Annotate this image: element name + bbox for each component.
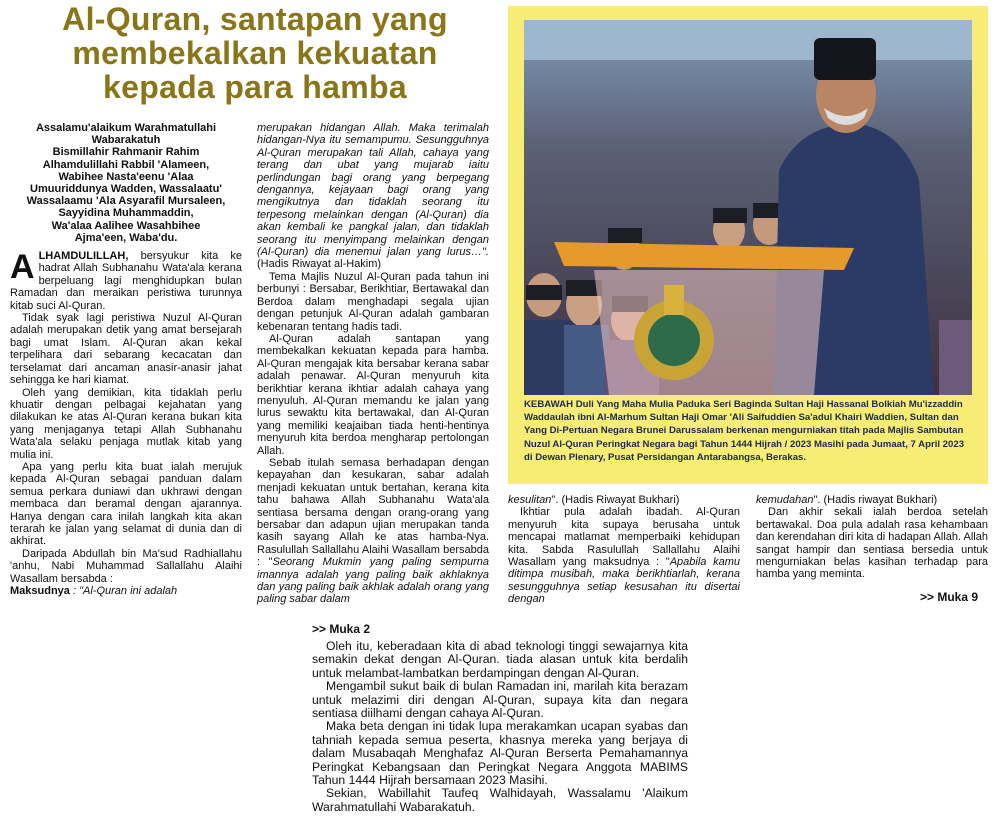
lead-text: bersyukur kita ke hadrat Allah Subhanahu Wata'ala kerana berpeluang lagi menghidupkan bulan Ramadan dan meraikan peristiwa turunnya kitab suci Al-Quran. [10,250,242,312]
drop-cap: A [10,248,35,287]
photo-illustration [524,20,972,395]
paragraph [10,585,242,597]
paragraph: Daripada Abdullah bin Ma'sud Radhiallahu 'anhu, Nabi Muhammad Sallallahu Alaihi Wasallam bersabda : [10,547,242,585]
paragraph [756,494,988,506]
lead-paragraph [10,250,242,312]
salam-line: Umuuriddunya Wadden, Wassalaatu' [30,183,222,196]
paragraph: Maka beta dengan ini tidak lupa merakamkan ucapan syabas dan tahniah kepada semua peserta, khasnya mereka yang berjaya di dalam Musabaqah Menghafaz Al-Quran Berserta Pemahamannya Peringkat Kebangsaan dan Peringkat Negara Anggota MABIMS Tahun 1444 Hijrah bersamaan 2023 Masihi. [312,719,688,788]
salam-line: Ajma'een, Waba'du. [74,231,178,244]
paragraph: Al-Quran adalah santapan yang membekalkan kekuatan kepada para hamba. Al-Quran mengajak kita bersabar kerana sabar adalah penawar. Al-Quran menyuruh kita berikhtiar kerana ikhtiar adalah cahaya yang menyuluh. Al-Quran memandu ke jalan yang lurus sewaktu kita bertawakal, dan Al-Quran yang memiliki keajaiban tiada henti-hentinya menyuruh kita berdoa mengharap pertolongan Allah. [257,332,489,457]
paragraph [257,457,489,606]
salam-line: Wa'alaa Aalihee Wasahbihee [51,219,201,232]
salam-block [10,122,242,244]
paragraph-text: Ikhtiar pula adalah ibadah. Al-Quran menyuruh kita supaya berusaha untuk mencapai matlamat memperbaiki kehidupan kita. Sabda Rasulullah Sallallahu Alaihi Wasallam yang maksudnya : " [508,506,740,569]
headline-line-1: Al-Quran, santapan yang [62,1,448,37]
paragraph [508,506,740,605]
paragraph: Tema Majlis Nuzul Al-Quran pada tahun ini berbunyi : Bersabar, Berikhtiar, Bertawakal dan Berdoa dalam menghadapi segala ujian dengan petunjuk Al-Quran adalah gambaran kebenaran tentang hadis tadi. [257,270,489,333]
salam-line: Wabihee Nasta'eenu 'Alaa [58,170,194,183]
hadith-source: ". (Hadis riwayat Bukhari) [813,494,938,506]
salam-line: Assalamu'alaikum Warahmatullahi [35,122,217,134]
salam-line: Bismillahir Rahmanir Rahim [52,146,200,159]
photo-caption: KEBAWAH Duli Yang Maha Mulia Paduka Seri Baginda Sultan Haji Hassanal Bolkiah Mu'izzaddin Waddaulah ibni Al-Marhum Sultan Haji Omar 'Ali Saifuddien Sa'adul Khairi Waddien, Sultan dan Yang Di-Pertuan Negara Brunei Darussalam berkenan mengurniakan titah pada Majlis Sambutan Nuzul Al-Quran Peringkat Negara bagi Tahun 1444 Hijrah / 2023 Masihi pada Jumaat, 7 April 2023 di Dewan Plenary, Pusat Persidangan Antarabangsa, Berakas. [524,399,965,463]
column-2 [257,122,489,606]
jump-muka-9[interactable]: >> Muka 9 [920,590,979,604]
paragraph: Oleh yang demikian, kita tidaklah perlu khuatir dengan pelbagai kejahatan yang dilakukan ke atas Al-Quran kerana bukan kita yang menjaganya tetapi Allah Subhanahu Wata'ala selaku penjaga mutlak kitab yang mulia ini. [10,386,242,461]
salam-line: Wabarakatuh [91,134,161,147]
hadith-source: ". (Hadis Riwayat Bukhari) [551,494,680,506]
column-1 [10,122,242,597]
salam-line: Sayyidina Muhammaddin, [58,207,194,220]
paragraph-text: Sebab itulah semasa berhadapan dengan kepayahan dan kesukaran, sabar adalah menjadi kekuatan untuk bertahan, kerana kita tahu bahawa Allah Subhanahu Wata'ala sentiasa bersama dengan orang-orang yang bersabar dan adapun ujian merupakan tanda kasih sayang Allah ke atas hamba-Nya. Rasulullah Sallallahu Alaihi Wasallam bersabda : " [257,456,489,569]
lead-bold: LHAMDULILLAH, [38,250,129,263]
sultan-photo [524,20,972,395]
paragraph [257,122,489,271]
paragraph: Apa yang perlu kita buat ialah merujuk kepada Al-Quran sebagai panduan dalam semua perkara duniawi dan ukhrawi dengan membaca dan beramal dengan ajarannya. Hanya dengan cara inilah langkah kita akan terarah ke jalan yang selamat di dunia dan di akhirat. [10,460,242,548]
paragraph [508,494,740,506]
column-4 [756,494,988,581]
headline [10,2,500,104]
hadith-quote: kemudahan [756,494,814,506]
paragraph: Oleh itu, keberadaan kita di abad teknologi tinggi sewajarnya kita semakin dekat dengan Al-Quran. tiada alasan untuk kita berdalih untuk melambat-lambatkan berdampingan dengan Al-Quran. [312,639,688,680]
maksudnya-label: Maksudnya [10,585,70,597]
salam-line: Wassalaamu 'Ala Asyarafil Mursaleen, [26,195,226,208]
jump-muka-2[interactable]: >> Muka 2 [312,622,371,636]
hadith-quote: Apabila kamu ditimpa musibah, maka berikhtiarlah, kerana sesungguhnya setiap kesusahan itu disertai dengan [508,556,741,606]
headline-line-2: membekalkan kekuatan [72,35,438,71]
hadith-source: (Hadis Riwayat al-Hakim) [257,258,382,271]
paragraph: Sekian, Wabillahit Taufeq Walhidayah, Wassalamu 'Alaikum Warahmatullahi Wabarakatuh. [312,786,688,814]
photo-frame [508,6,988,484]
hadith-quote: Seorang Mukmin yang paling sempurna imannya adalah yang paling baik akhlaknya dan yang paling baik akhlak adalah orang yang paling sabar dalam [257,556,489,606]
quote-start: : "Al-Quran ini adalah [69,585,178,597]
headline-line-3: kepada para hamba [103,69,407,105]
hall-ceiling [524,20,972,60]
paragraph: Dan akhir sekali ialah berdoa setelah bertawakal. Doa pula adalah rasa kehambaan dan kerendahan diri kita di hadapan Allah. Allah sangat hampir dan sentiasa bersedia untuk mengurniakan belas kasihan terhadap para hamba yang meminta. [756,506,988,581]
paragraph: Tidak syak lagi peristiwa Nuzul Al-Quran adalah merupakan detik yang amat bersejarah bagi umat Islam. Al-Quran akan kekal terpelihara dari sebarang kecacatan dan terselamat dari ancaman anasir-anasir jahat sehingga ke hari kiamat. [10,312,242,387]
hadith-quote: merupakan hidangan Allah. Maka terimalah hidangan-Nya itu semampumu. Sesungguhnya Al-Quran merupakan tali Allah, cahaya yang terang dan ubat yang mujarab iaitu perlindungan bagi orang yang berpegang dengannya, kejayaan bagi orang yang mengikutnya dan tidaklah seorang itu terpesong melainkan dengan (Al-Quran) dia akan kembali ke pangkal jalan, dan tidaklah seorang itu menyimpang melainkan dengan (Al-Quran) dia menemui jalan yang lurus…". [257,122,489,259]
hadith-quote: kesulitan [508,494,552,506]
column-3 [508,494,740,606]
salam-line: Alhamdulillahi Rabbil 'Alameen, [42,158,210,171]
bottom-column [312,640,688,814]
paragraph: Mengambil sukut baik di bulan Ramadan ini, marilah kita berazam untuk melazimi diri dengan Al-Quran, supaya kita dan negara sentiasa diilhami dengan cahaya Al-Quran. [312,679,688,721]
